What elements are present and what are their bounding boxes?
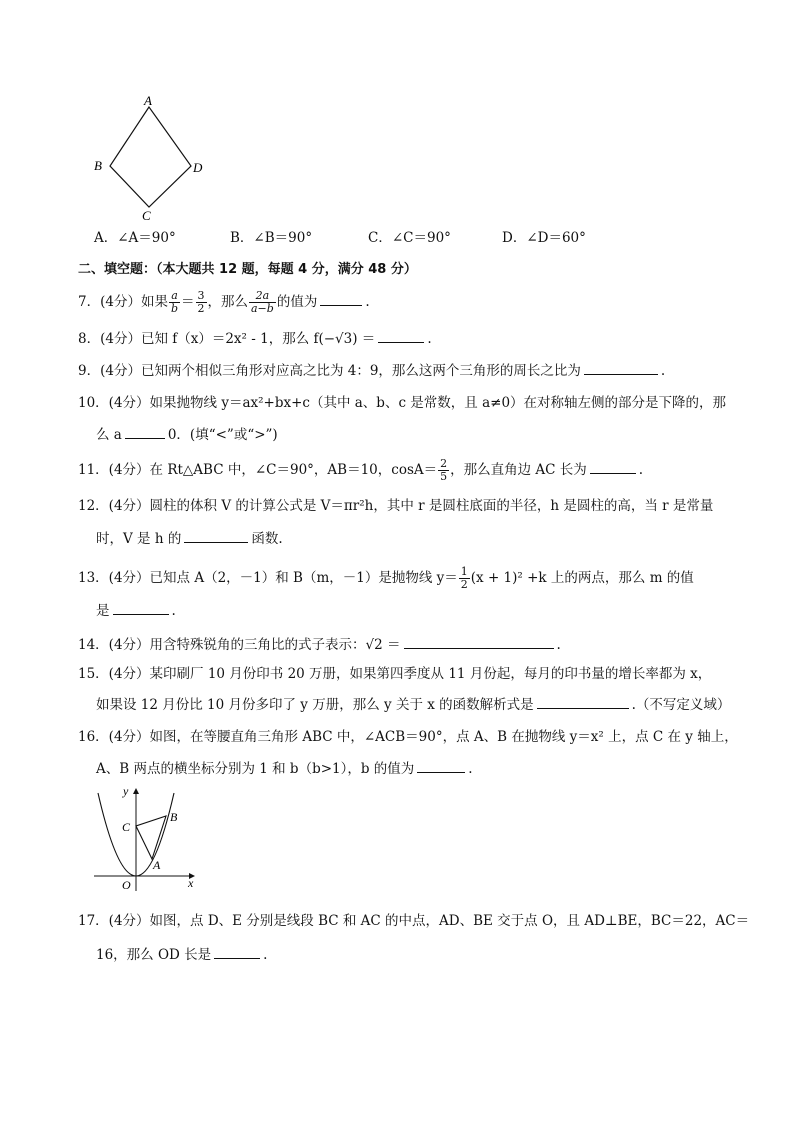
- question-7: 7．(4分）如果 $\frac{a}{b}$ ＝ $\frac{3}{2}$ ，那么 $\frac{2a}{a-b}$ 的值为 .: [78, 289, 370, 315]
- question-16-line2: A、B 两点的横坐标分别为 1 和 b（b>1），b 的值为 .: [96, 758, 473, 779]
- vertex-label-d: D: [193, 160, 203, 175]
- vertex-label-c: C: [142, 208, 151, 223]
- rhombus-figure: [88, 92, 218, 224]
- axis-label-x: x: [188, 876, 194, 890]
- axis-label-y: y: [123, 784, 129, 798]
- option-c: C．∠C＝90°: [368, 230, 451, 246]
- question-17-line2: 16，那么 OD 长是 .: [96, 944, 267, 965]
- answer-blank[interactable]: [584, 360, 658, 375]
- option-b: B．∠B＝90°: [230, 230, 313, 246]
- question-13-line1: 13．(4分）已知点 A（2，－1）和 B（m，－1）是抛物线 y＝ $\frac{1}{2}$ (x + 1)² +k 上的两点，那么 m 的值: [78, 565, 694, 591]
- point-label-a: A: [153, 858, 161, 872]
- answer-blank[interactable]: [184, 528, 248, 543]
- point-label-b: B: [170, 810, 178, 824]
- question-8: 8．(4分）已知 f（x）＝2x² - 1，那么 f(−√3) ＝ .: [78, 328, 432, 349]
- question-12-line1: 12．(4分）圆柱的体积 V 的计算公式是 V＝πr²h，其中 r 是圆柱底面的半径，h 是圆柱的高，当 r 是常量: [78, 498, 714, 514]
- question-15-line1: 15．(4分）某印刷厂 10 月份印书 20 万册，如果第四季度从 11 月份起，每月的印书量的增长率都为 x，: [78, 666, 712, 682]
- vertex-label-b: B: [94, 158, 102, 173]
- answer-blank[interactable]: [320, 291, 362, 306]
- option-a: A．∠A＝90°: [94, 230, 176, 246]
- point-label-c: C: [122, 820, 131, 834]
- question-17-line1: 17．(4分）如图，点 D、E 分别是线段 BC 和 AC 的中点，AD、BE 交于点 O，且 AD⊥BE，BC＝22，AC＝: [78, 913, 750, 929]
- question-12-line2: 时，V 是 h 的 函数.: [96, 528, 283, 549]
- question-14: 14．(4分）用含特殊锐角的三角比的式子表示：√2 ＝ .: [78, 634, 561, 655]
- answer-blank[interactable]: [404, 634, 554, 649]
- answer-blank[interactable]: [125, 424, 165, 439]
- question-9: 9．(4分）已知两个相似三角形对应高之比为 4：9，那么这两个三角形的周长之比为 .: [78, 360, 665, 381]
- answer-blank[interactable]: [537, 694, 629, 709]
- answer-blank[interactable]: [214, 944, 260, 959]
- question-13-line2: 是 .: [96, 600, 176, 621]
- vertex-label-a: A: [144, 93, 152, 108]
- answer-blank[interactable]: [378, 328, 424, 343]
- question-15-line2: 如果设 12 月份比 10 月份多印了 y 万册，那么 y 关于 x 的函数解析式是 .（不写定义域）: [96, 694, 730, 715]
- question-10-line2: 么 a 0．(填“<”或“>”): [96, 424, 278, 445]
- question-10-line1: 10．(4分）如果抛物线 y＝ax²+bx+c（其中 a、b、c 是常数，且 a≠0）在对称轴左侧的部分是下降的，那: [78, 395, 727, 411]
- answer-blank[interactable]: [113, 600, 169, 615]
- section-title: 二、填空题：（本大题共 12 题，每题 4 分，满分 48 分）: [78, 262, 417, 277]
- answer-blank[interactable]: [417, 758, 465, 773]
- rhombus-shape: [110, 107, 191, 207]
- question-11: 11．(4分）在 Rt△ABC 中，∠C＝90°，AB＝10，cosA＝ $\frac{2}{5}$ ，那么直角边 AC 长为 .: [78, 457, 644, 483]
- option-d: D．∠D＝60°: [502, 230, 586, 246]
- parabola-figure: [90, 783, 210, 895]
- answer-blank[interactable]: [590, 459, 636, 474]
- origin-label: O: [122, 878, 131, 892]
- question-16-line1: 16．(4分）如图，在等腰直角三角形 ABC 中，∠ACB＝90°，点 A、B 在抛物线 y＝x² 上，点 C 在 y 轴上，: [78, 729, 738, 745]
